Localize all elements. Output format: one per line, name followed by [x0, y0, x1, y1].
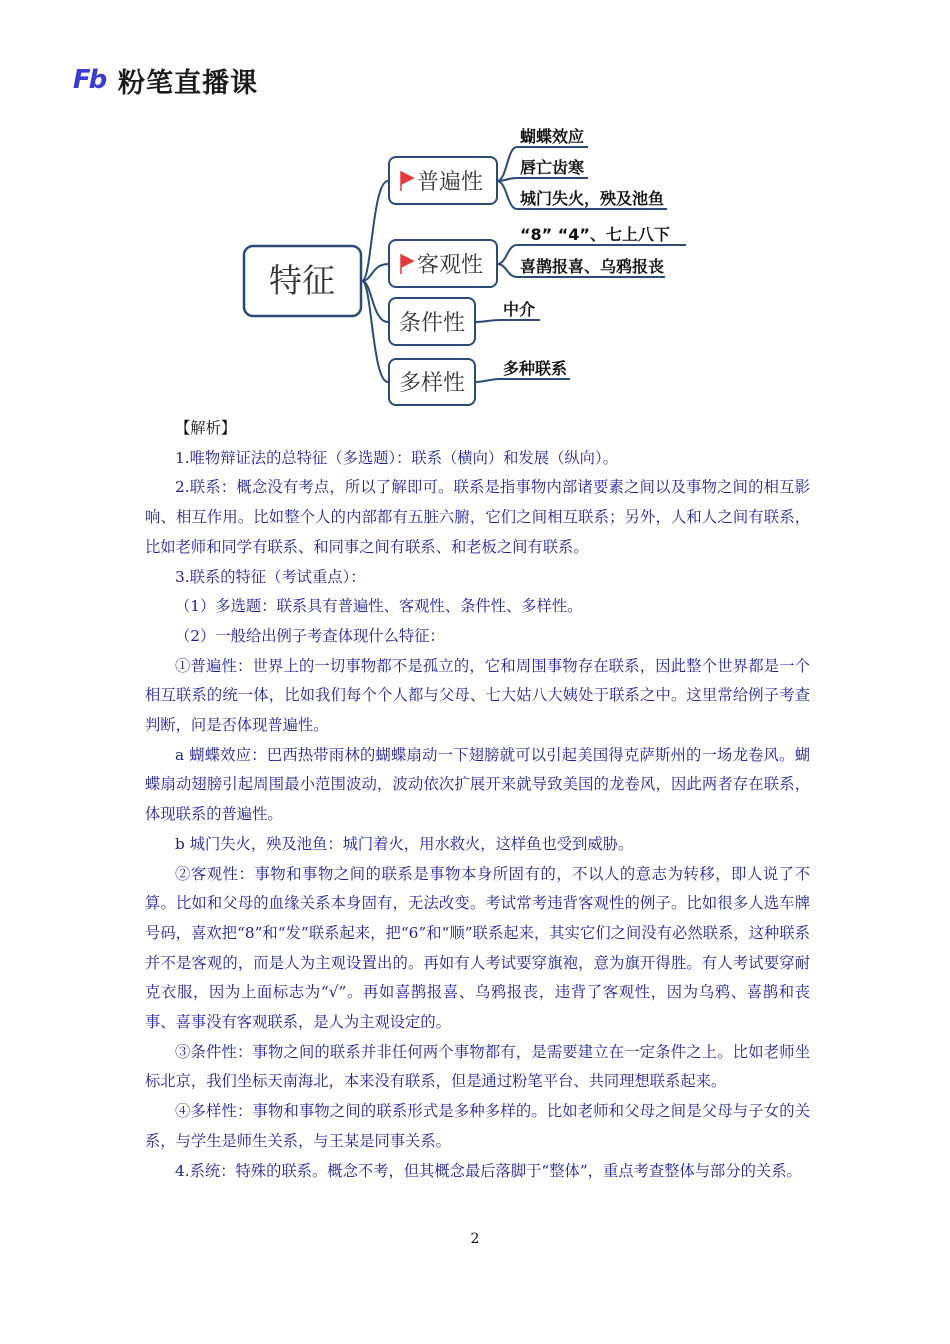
fb-logo-icon: Fb [72, 65, 106, 95]
paragraph: （1）多选题：联系具有普遍性、客观性、条件性、多样性。 [175, 597, 583, 616]
leaf-magpie-crow: 喜鹊报喜、乌鸦报丧 [520, 257, 665, 276]
paragraph: 1.唯物辩证法的总特征（多选题）：联系（横向）和发展（纵向）。 [175, 448, 618, 467]
leaf-lips-teeth: 唇亡齿寒 [520, 158, 585, 177]
paragraph: （2）一般给出例子考查体现什么特征： [175, 626, 445, 645]
leaf-numbers: “8” “4”、七上八下 [520, 225, 670, 244]
leaf-intermediary: 中介 [503, 300, 536, 319]
analysis-heading: 【解析】 [175, 419, 237, 437]
mindmap-branch-objectivity [389, 240, 497, 287]
paragraph: ①普遍性：世界上的一切事物都不是孤立的，它和周围事物存在联系，因此整个世界都是一个相互联系的统一体，比如我们每个个人都与父母、七大姑八大姨处于联系之中。这里常给例子考查判断，问是否体现普遍性。 [145, 656, 810, 735]
paragraph: b 城门失火，殃及池鱼：城门着火，用水救火，这样鱼也受到威胁。 [175, 834, 634, 853]
paragraph: a 蝴蝶效应：巴西热带雨林的蝴蝶扇动一下翅膀就可以引起美国得克萨斯州的一场龙卷风。蝴蝶扇动翅膀引起周围最小范围波动，波动依次扩展开来就导致美国的龙卷风，因此两者存在联系，体现联系的普遍性。 [145, 745, 810, 824]
branch-label: 多样性 [398, 371, 466, 396]
paragraph: ②客观性：事物和事物之间的联系是事物本身所固有的，不以人的意志为转移，即人说了不算。比如和父母的血缘关系本身固有，无法改变。考试常考违背客观性的例子。比如很多人选车牌号码，喜欢把“8”和“发”联系起来，把“6”和“顺”联系起来，其实它们之间没有必然联系，这种联系并不是客观的，而是人为主观设置出的。再如有人考试要穿旗袍，意为旗开得胜。有人考试要穿耐克衣服，因为上面标志为“√”。再如喜鹊报喜、乌鸦报丧，违背了客观性，因为乌鸦、喜鹊和丧事、喜事没有客观联系，是人为主观设定的。 [145, 864, 810, 1032]
mindmap-branch-diversity [389, 359, 475, 405]
branch-label: 客观性 [416, 253, 484, 278]
paragraph: 4.系统：特殊的联系。概念不考，但其概念最后落脚于“整体”，重点考查整体与部分的关系。 [175, 1161, 802, 1180]
paragraph: ④多样性：事物和事物之间的联系形式是多种多样的。比如老师和父母之间是父母与子女的关系，与学生是师生关系，与王某是同事关系。 [145, 1102, 810, 1150]
leaf-city-gate-fire: 城门失火，殃及池鱼 [520, 189, 665, 208]
page-number: 2 [470, 1231, 480, 1247]
leaf-butterfly-effect: 蝴蝶效应 [520, 127, 585, 146]
branch-label: 普遍性 [416, 170, 484, 195]
mind-map [0, 0, 950, 420]
mindmap-branch-universality [389, 157, 497, 204]
mindmap-root [244, 246, 361, 316]
paragraph: 2.联系：概念没有考点，所以了解即可。联系是指事物内部诸要素之间以及事物之间的相互影响、相互作用。比如整个人的内部都有五脏六腑，它们之间相互联系；另外，人和人之间有联系，比如老师和同学有联系、和同事之间有联系、和老板之间有联系。 [145, 478, 810, 556]
branch-label: 条件性 [398, 311, 466, 336]
mindmap-root-label: 特征 [269, 261, 335, 300]
paragraph: ③条件性：事物之间的联系并非任何两个事物都有，是需要建立在一定条件之上。比如老师坐标北京，我们坐标天南海北，本来没有联系，但是通过粉笔平台、共同理想联系起来。 [145, 1042, 810, 1091]
mindmap-branch-conditionality [389, 298, 475, 345]
brand-name: 粉笔直播课 [118, 67, 258, 99]
leaf-multiple-links: 多种联系 [503, 359, 568, 378]
analysis-section [145, 414, 810, 1186]
paragraph: 3.联系的特征（考试重点）： [175, 567, 366, 586]
